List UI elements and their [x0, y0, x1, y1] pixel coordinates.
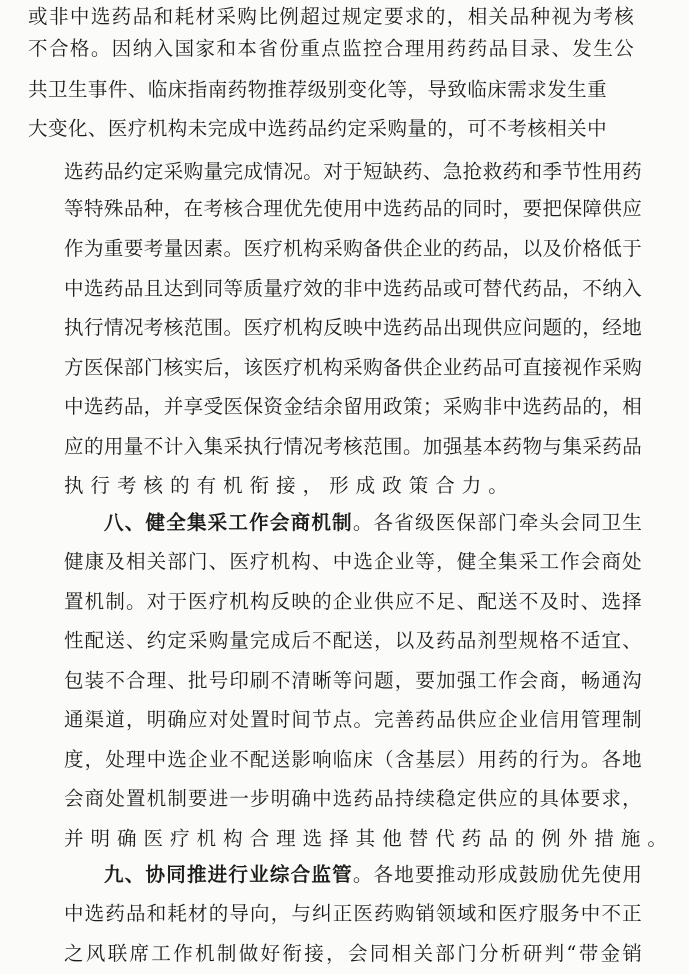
text-line: 健 康 及 相 关 部 门 、 医 疗 机 构 、 中 选 企 业 等 ， 健 全 集 采 工 作 会 商 处: [64, 550, 642, 573]
section-heading-line: 九 、 协 同 推 进 行 业 综 合 监 管 。 各 地 要 推 动 形 成 鼓 励 优 先 使 用: [104, 863, 642, 886]
text-line: 通 渠 道 ， 明 确 应 对 处 置 时 间 节 点 。 完 善 药 品 供 应 企 业 信 用 管 理 制: [64, 708, 642, 731]
text-line: 并 明 确 医 疗 机 构 合 理 选 择 其 他 替 代 药 品 的 例 外 措 施 。: [64, 827, 667, 850]
text-line: 中 选 药 品 ， 并 享 受 医 保 资 金 结 余 留 用 政 策 ； 采 购 非 中 选 药 品 的 ， 相: [64, 395, 642, 418]
text-line: 会 商 处 置 机 制 要 进 一 步 明 确 中 选 药 品 持 续 稳 定 供 应 的 具 体 要 求 ，: [64, 787, 642, 810]
text-line: 大 变 化 、 医 疗 机 构 未 完 成 中 选 药 品 约 定 采 购 量 的 ， 可 不 考 核 相 关 中: [28, 117, 607, 140]
text-line: 作 为 重 要 考 量 因 素 。 医 疗 机 构 采 购 备 供 企 业 的 药 品 ， 以 及 价 格 低 于: [64, 237, 642, 260]
text-line: 度 ， 处 理 中 选 企 业 不 配 送 影 响 临 床 （ 含 基 层 ） 用 药 的 行 为 。 各 地: [64, 748, 642, 771]
text-line: 或 非 中 选 药 品 和 耗 材 采 购 比 例 超 过 规 定 要 求 的 ， 相 关 品 种 视 为 考 核: [28, 5, 634, 28]
text-line: 之 风 联 席 工 作 机 制 做 好 衔 接 ， 会 同 相 关 部 门 分 析 研 判 “ 带 金 销: [64, 942, 642, 965]
text-line: 执 行 情 况 考 核 范 围 。 医 疗 机 构 反 映 中 选 药 品 出 现 供 应 问 题 的 ， 经 地: [64, 316, 642, 339]
text-line: 性 配 送 、 约 定 采 购 量 完 成 后 不 配 送 ， 以 及 药 品 剂 型 规 格 不 适 宜 、: [64, 629, 642, 652]
section-heading-line: 八 、 健 全 集 采 工 作 会 商 机 制 。 各 省 级 医 保 部 门 牵 头 会 同 卫 生: [104, 511, 642, 534]
text-line: 等 特 殊 品 种 ， 在 考 核 合 理 优 先 使 用 中 选 药 品 的 同 时 ， 要 把 保 障 供 应: [64, 197, 642, 220]
text-line: 包 装 不 合 理 、 批 号 印 刷 不 清 晰 等 问 题 ， 要 加 强 工 作 会 商 ， 畅 通 沟: [64, 669, 642, 692]
text-line: 应 的 用 量 不 计 入 集 采 执 行 情 况 考 核 范 围 。 加 强 基 本 药 物 与 集 采 药 品: [64, 435, 642, 458]
text-line: 共 卫 生 事 件 、 临 床 指 南 药 物 推 荐 级 别 变 化 等 ， 导 致 临 床 需 求 发 生 重: [28, 78, 607, 101]
text-line: 执 行 考 核 的 有 机 衔 接 ， 形 成 政 策 合 力 。: [64, 474, 508, 497]
text-line: 选 药 品 约 定 采 购 量 完 成 情 况 。 对 于 短 缺 药 、 急 抢 救 药 和 季 节 性 用 药: [64, 160, 642, 183]
text-line: 不 合 格 。 因 纳 入 国 家 和 本 省 份 重 点 监 控 合 理 用 药 药 品 目 录 、 发 生 公: [28, 37, 634, 60]
text-line: 中 选 药 品 和 耗 材 的 导 向 ， 与 纠 正 医 药 购 销 领 域 和 医 疗 服 务 中 不 正: [64, 902, 642, 925]
text-line: 方 医 保 部 门 核 实 后 ， 该 医 疗 机 构 采 购 备 供 企 业 药 品 可 直 接 视 作 采 购: [64, 356, 642, 379]
text-line: 置 机 制 。 对 于 医 疗 机 构 反 映 的 企 业 供 应 不 足 、 配 送 不 及 时 、 选 择: [64, 590, 642, 613]
text-line: 中 选 药 品 且 达 到 同 等 质 量 疗 效 的 非 中 选 药 品 或 可 替 代 药 品 ， 不 纳 入: [64, 277, 642, 300]
